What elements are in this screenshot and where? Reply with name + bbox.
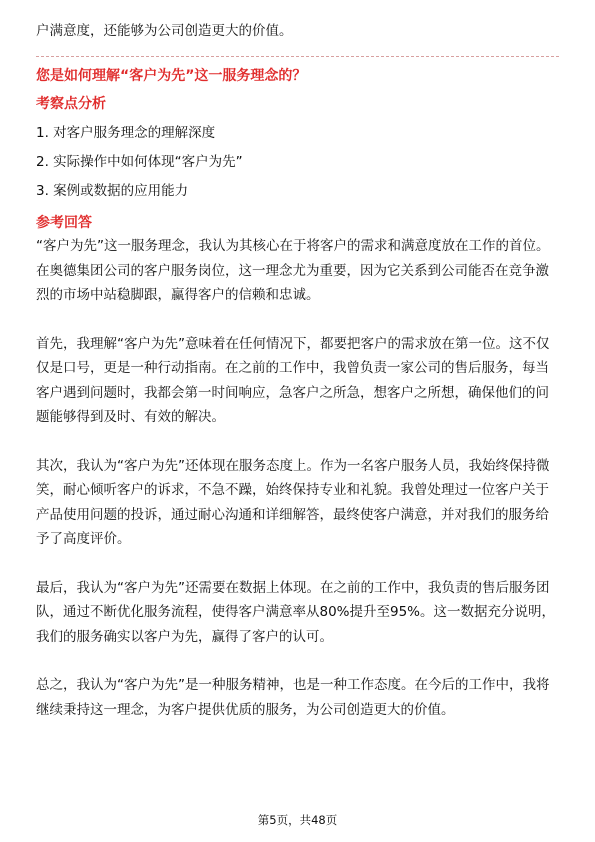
page-number-footer: 第5页，共48页	[257, 813, 338, 827]
answer-paragraph: 其次，我认为“客户为先”还体现在服务态度上。作为一名客户服务人员，我始终保持微笑，耐心倾听客户的诉求，不急不躁，始终保持专业和礼貌。我曾处理过一位客户关于产品使用问题的投诉，通过耐心沟通和详细解答，最终使客户满意，并对我们的服务给予了高度评价。	[36, 457, 550, 547]
analysis-item: 3. 案例或数据的应用能力	[36, 183, 189, 199]
analysis-item: 1. 对客户服务理念的理解深度	[36, 125, 216, 141]
answer-heading: 参考回答	[36, 215, 92, 231]
analysis-item: 2. 实际操作中如何体现“客户为先”	[36, 154, 243, 170]
section-divider	[36, 56, 559, 57]
analysis-list	[36, 119, 559, 206]
answer-paragraph: 最后，我认为“客户为先”还需要在数据上体现。在之前的工作中，我负责的售后服务团队，通过不断优化服务流程，使得客户满意率从80%提升至95%。这一数据充分说明，我们的服务确实以客户为先，赢得了客户的认可。	[36, 579, 556, 645]
answer-paragraph: 总之，我认为“客户为先”是一种服务精神，也是一种工作态度。在今后的工作中，我将继续秉持这一理念，为客户提供优质的服务，为公司创造更大的价值。	[36, 677, 550, 718]
page-content	[36, 20, 559, 722]
answer-paragraph: 首先，我理解“客户为先”意味着在任何情况下，都要把客户的需求放在第一位。这不仅仅是口号，更是一种行动指南。在之前的工作中，我曾负责一家公司的售后服务，每当客户遇到问题时，我都会第一时间响应，急客户之所急，想客户之所想，确保他们的问题能够得到及时、有效的解决。	[36, 335, 550, 425]
question-title: 您是如何理解“客户为先”这一服务理念的？	[36, 68, 307, 84]
answer-paragraph: “客户为先”这一服务理念，我认为其核心在于将客户的需求和满意度放在工作的首位。在奥德集团公司的客户服务岗位，这一理念尤为重要，因为它关系到公司能否在竞争激烈的市场中站稳脚跟，赢得客户的信赖和忠诚。	[36, 238, 550, 303]
intro-tail-text: 户满意度，还能够为公司创造更大的价值。	[36, 23, 293, 39]
analysis-heading: 考察点分析	[36, 96, 106, 112]
